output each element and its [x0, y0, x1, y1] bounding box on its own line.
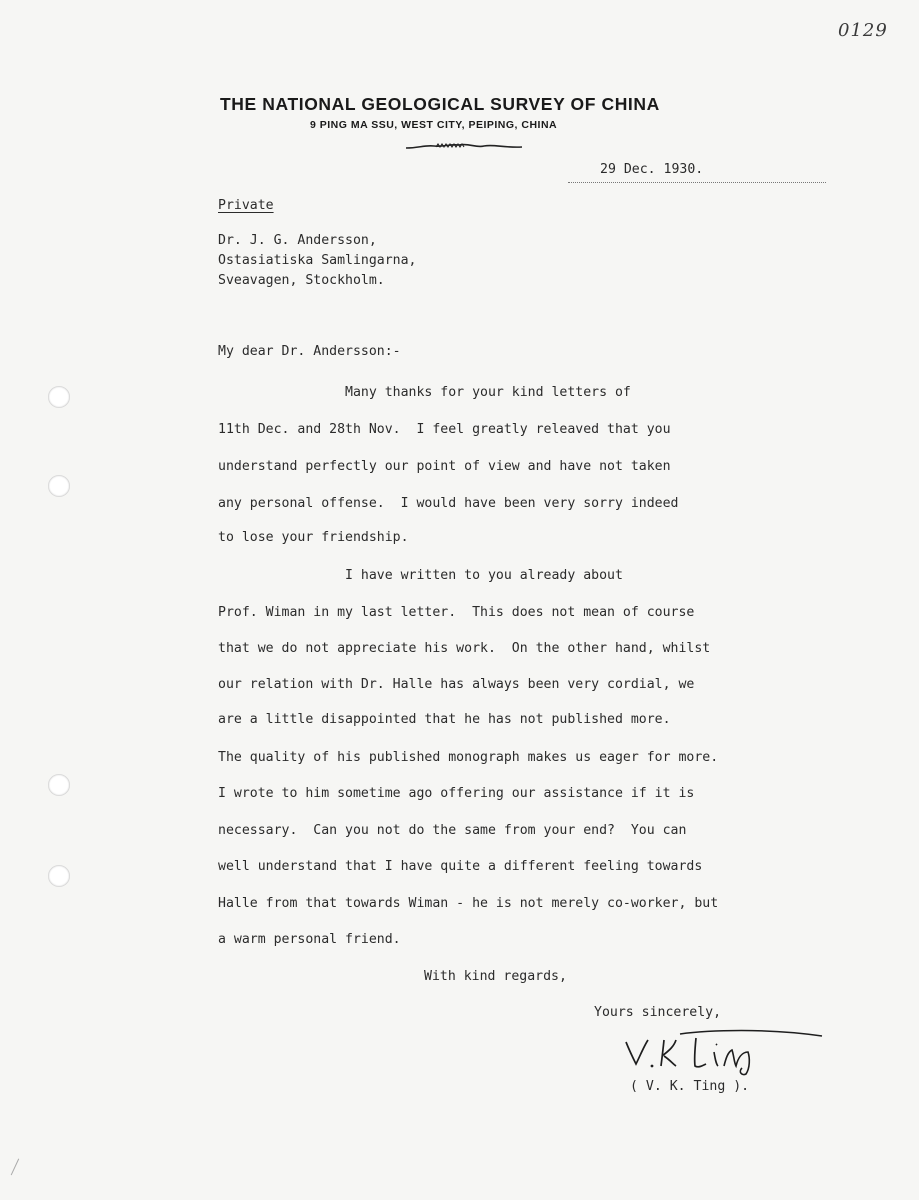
recipient-line: Ostasiatiska Samlingarna,	[218, 253, 417, 268]
body-line: any personal offense. I would have been very sorry indeed	[218, 496, 679, 511]
handwritten-signature	[618, 1028, 828, 1078]
recipient-line: Sveavagen, Stockholm.	[218, 273, 385, 288]
archive-number: 0129	[838, 20, 888, 41]
body-line: Halle from that towards Wiman - he is not merely co-worker, but	[218, 896, 719, 911]
body-line: our relation with Dr. Halle has always been very cordial, we	[218, 677, 695, 692]
salutation: My dear Dr. Andersson:-	[218, 344, 401, 359]
body-line: understand perfectly our point of view and have not taken	[218, 459, 671, 474]
letterhead-organization: THE NATIONAL GEOLOGICAL SURVEY OF CHINA	[220, 94, 660, 114]
body-line: Many thanks for your kind letters of	[218, 385, 631, 400]
body-line: Prof. Wiman in my last letter. This does not mean of course	[218, 605, 695, 620]
closing: With kind regards,	[424, 969, 567, 984]
corner-mark	[11, 1159, 29, 1180]
private-label: Private	[218, 198, 274, 213]
letterhead-address: 9 PING MA SSU, WEST CITY, PEIPING, CHINA	[310, 119, 558, 131]
punch-hole	[48, 774, 70, 796]
date-underline	[568, 182, 826, 183]
letter-date: 29 Dec. 1930.	[600, 162, 704, 177]
body-line: a warm personal friend.	[218, 932, 401, 947]
valediction: Yours sincerely,	[594, 1005, 722, 1020]
body-line: are a little disappointed that he has not published more.	[218, 712, 671, 727]
body-line: 11th Dec. and 28th Nov. I feel greatly releaved that you	[218, 422, 671, 437]
body-line: I wrote to him sometime ago offering our assistance if it is	[218, 786, 695, 801]
body-line: I have written to you already about	[218, 568, 623, 583]
punch-hole	[48, 386, 70, 408]
body-line: that we do not appreciate his work. On the other hand, whilst	[218, 641, 711, 656]
letterhead-ornament-icon	[404, 140, 524, 154]
punch-hole	[48, 865, 70, 887]
body-line: well understand that I have quite a different feeling towards	[218, 859, 703, 874]
body-line: necessary. Can you not do the same from your end? You can	[218, 823, 687, 838]
signature-typed-name: ( V. K. Ting ).	[630, 1079, 750, 1094]
body-line: to lose your friendship.	[218, 530, 409, 545]
punch-hole	[48, 475, 70, 497]
recipient-line: Dr. J. G. Andersson,	[218, 233, 377, 248]
body-line: The quality of his published monograph makes us eager for more.	[218, 750, 719, 765]
